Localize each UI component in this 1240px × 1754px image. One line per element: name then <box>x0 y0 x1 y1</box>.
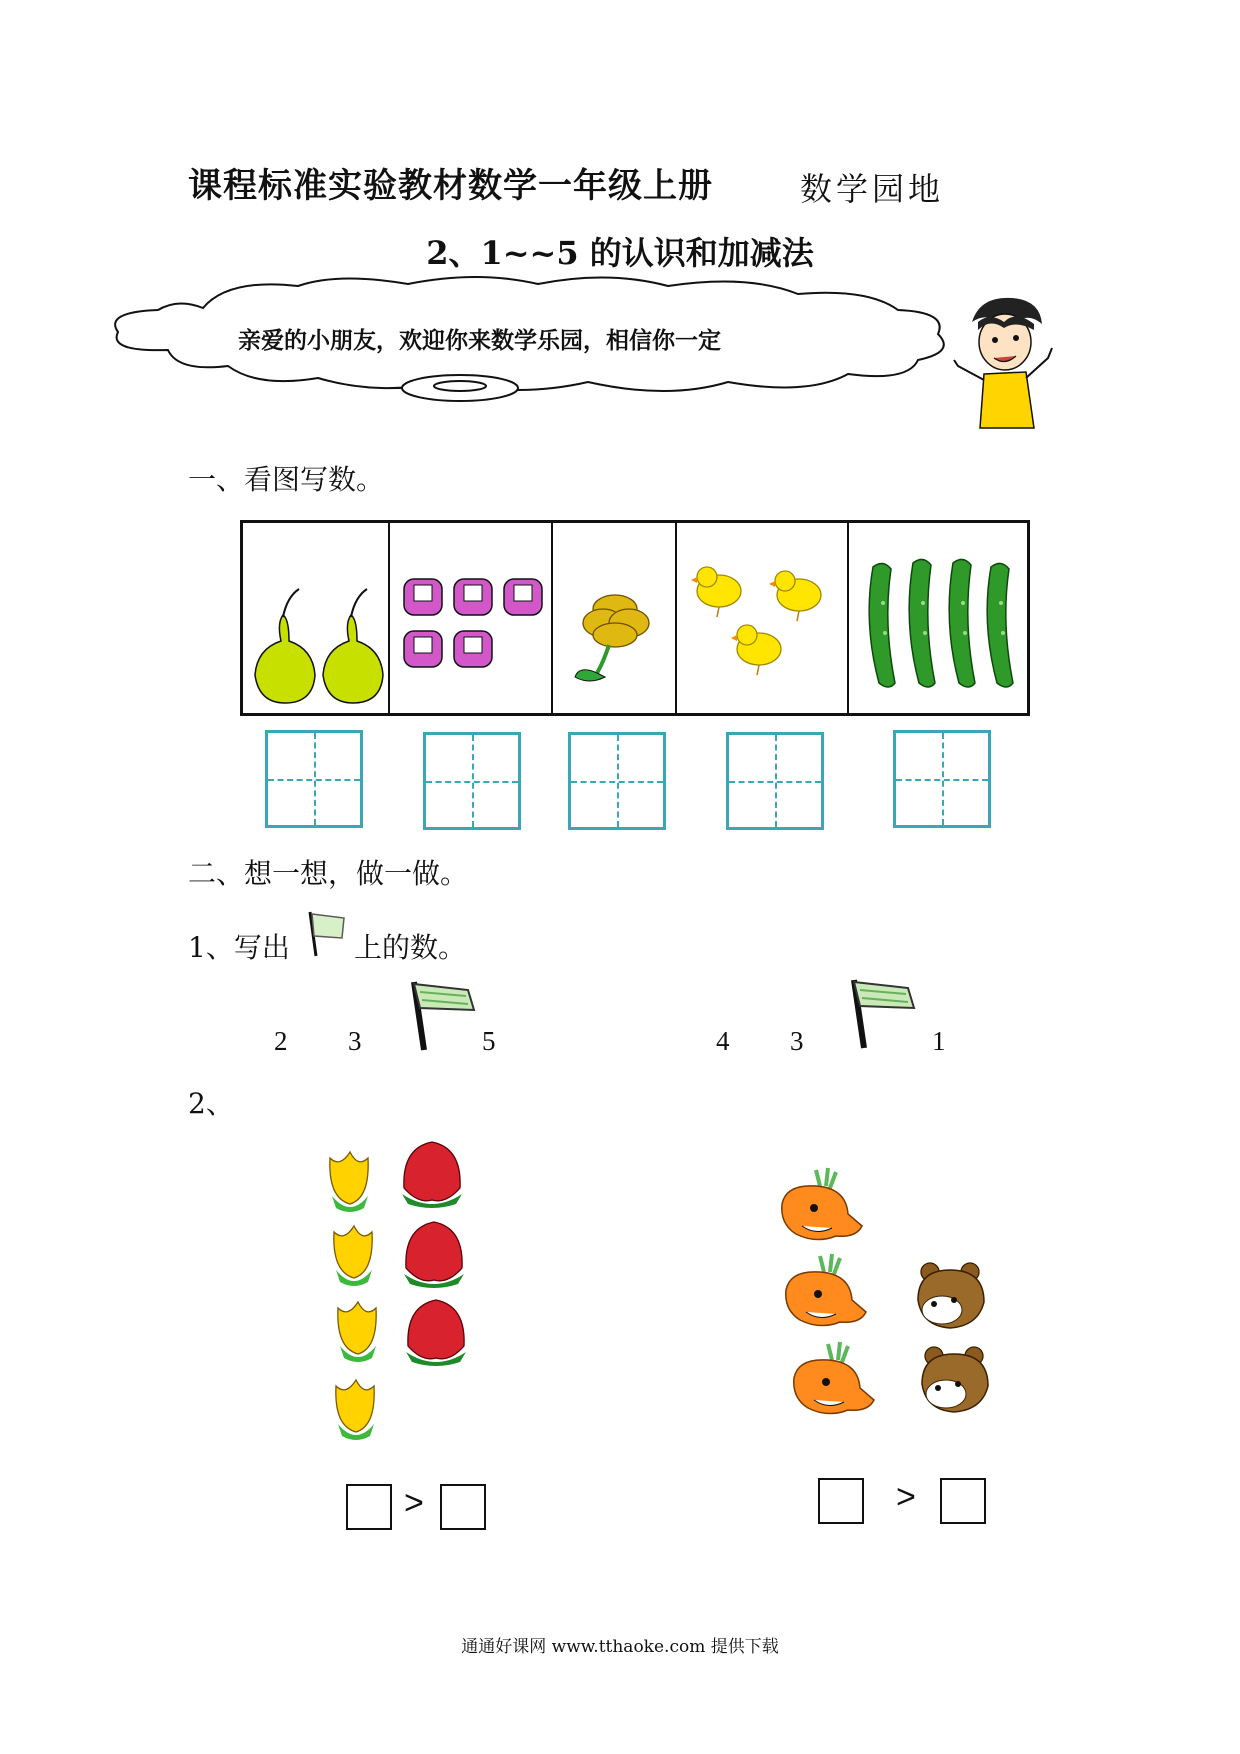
section-2-heading: 二、想一想，做一做。 <box>188 857 469 890</box>
flower-icon <box>553 523 675 713</box>
animals-group <box>776 1164 1006 1434</box>
page-title: 课程标准实验教材数学一年级上册 <box>188 166 713 206</box>
bear-icon <box>918 1263 984 1328</box>
section-1-heading: 一、看图写数。 <box>188 463 385 496</box>
deer-icon <box>782 1168 862 1240</box>
compare-left-box-2[interactable] <box>440 1484 486 1530</box>
footer-text: 通通好课网 www.tthaoke.com 提供下载 <box>461 1637 779 1657</box>
flowers-group <box>320 1138 480 1448</box>
answer-grid-2[interactable] <box>423 732 521 830</box>
answer-grid-1[interactable] <box>265 730 363 828</box>
answer-grid-5[interactable] <box>893 730 991 828</box>
compare-right-symbol: > <box>896 1478 916 1516</box>
flag-blank-left-icon[interactable] <box>400 976 484 1056</box>
page-subtitle: 2、1~~5 的认识和加减法 <box>426 234 814 272</box>
picture-strip <box>240 520 1030 716</box>
seq-right-3: 1 <box>932 1026 946 1056</box>
compare-right-box-2[interactable] <box>940 1478 986 1524</box>
seq-left-2: 3 <box>348 1026 362 1056</box>
compare-left-box-1[interactable] <box>346 1484 392 1530</box>
seq-left-1: 2 <box>274 1026 288 1056</box>
sharpeners-icon <box>390 523 551 713</box>
compare-left-symbol: > <box>404 1484 424 1522</box>
seq-right-2: 3 <box>790 1026 804 1056</box>
q1-prefix: 1、写出 <box>188 931 290 964</box>
answer-grid-4[interactable] <box>726 732 824 830</box>
cucumbers-icon <box>849 523 1027 713</box>
seq-left-3: 5 <box>482 1026 496 1056</box>
compare-right-box-1[interactable] <box>818 1478 864 1524</box>
yellow-tulip-icon <box>330 1152 368 1212</box>
flag-blank-right-icon[interactable] <box>840 974 924 1054</box>
q2-label: 2、 <box>188 1087 234 1120</box>
q1-suffix: 上的数。 <box>354 931 467 964</box>
chicks-icon <box>677 523 847 713</box>
pears-icon <box>243 523 388 713</box>
page-side-title: 数学园地 <box>800 170 945 208</box>
flag-icon <box>304 908 350 958</box>
seq-right-1: 4 <box>716 1026 730 1056</box>
answer-grid-3[interactable] <box>568 732 666 830</box>
cloud-text: 亲爱的小朋友，欢迎你来数学乐园，相信你一定 <box>238 328 721 354</box>
boy-icon <box>950 292 1060 432</box>
